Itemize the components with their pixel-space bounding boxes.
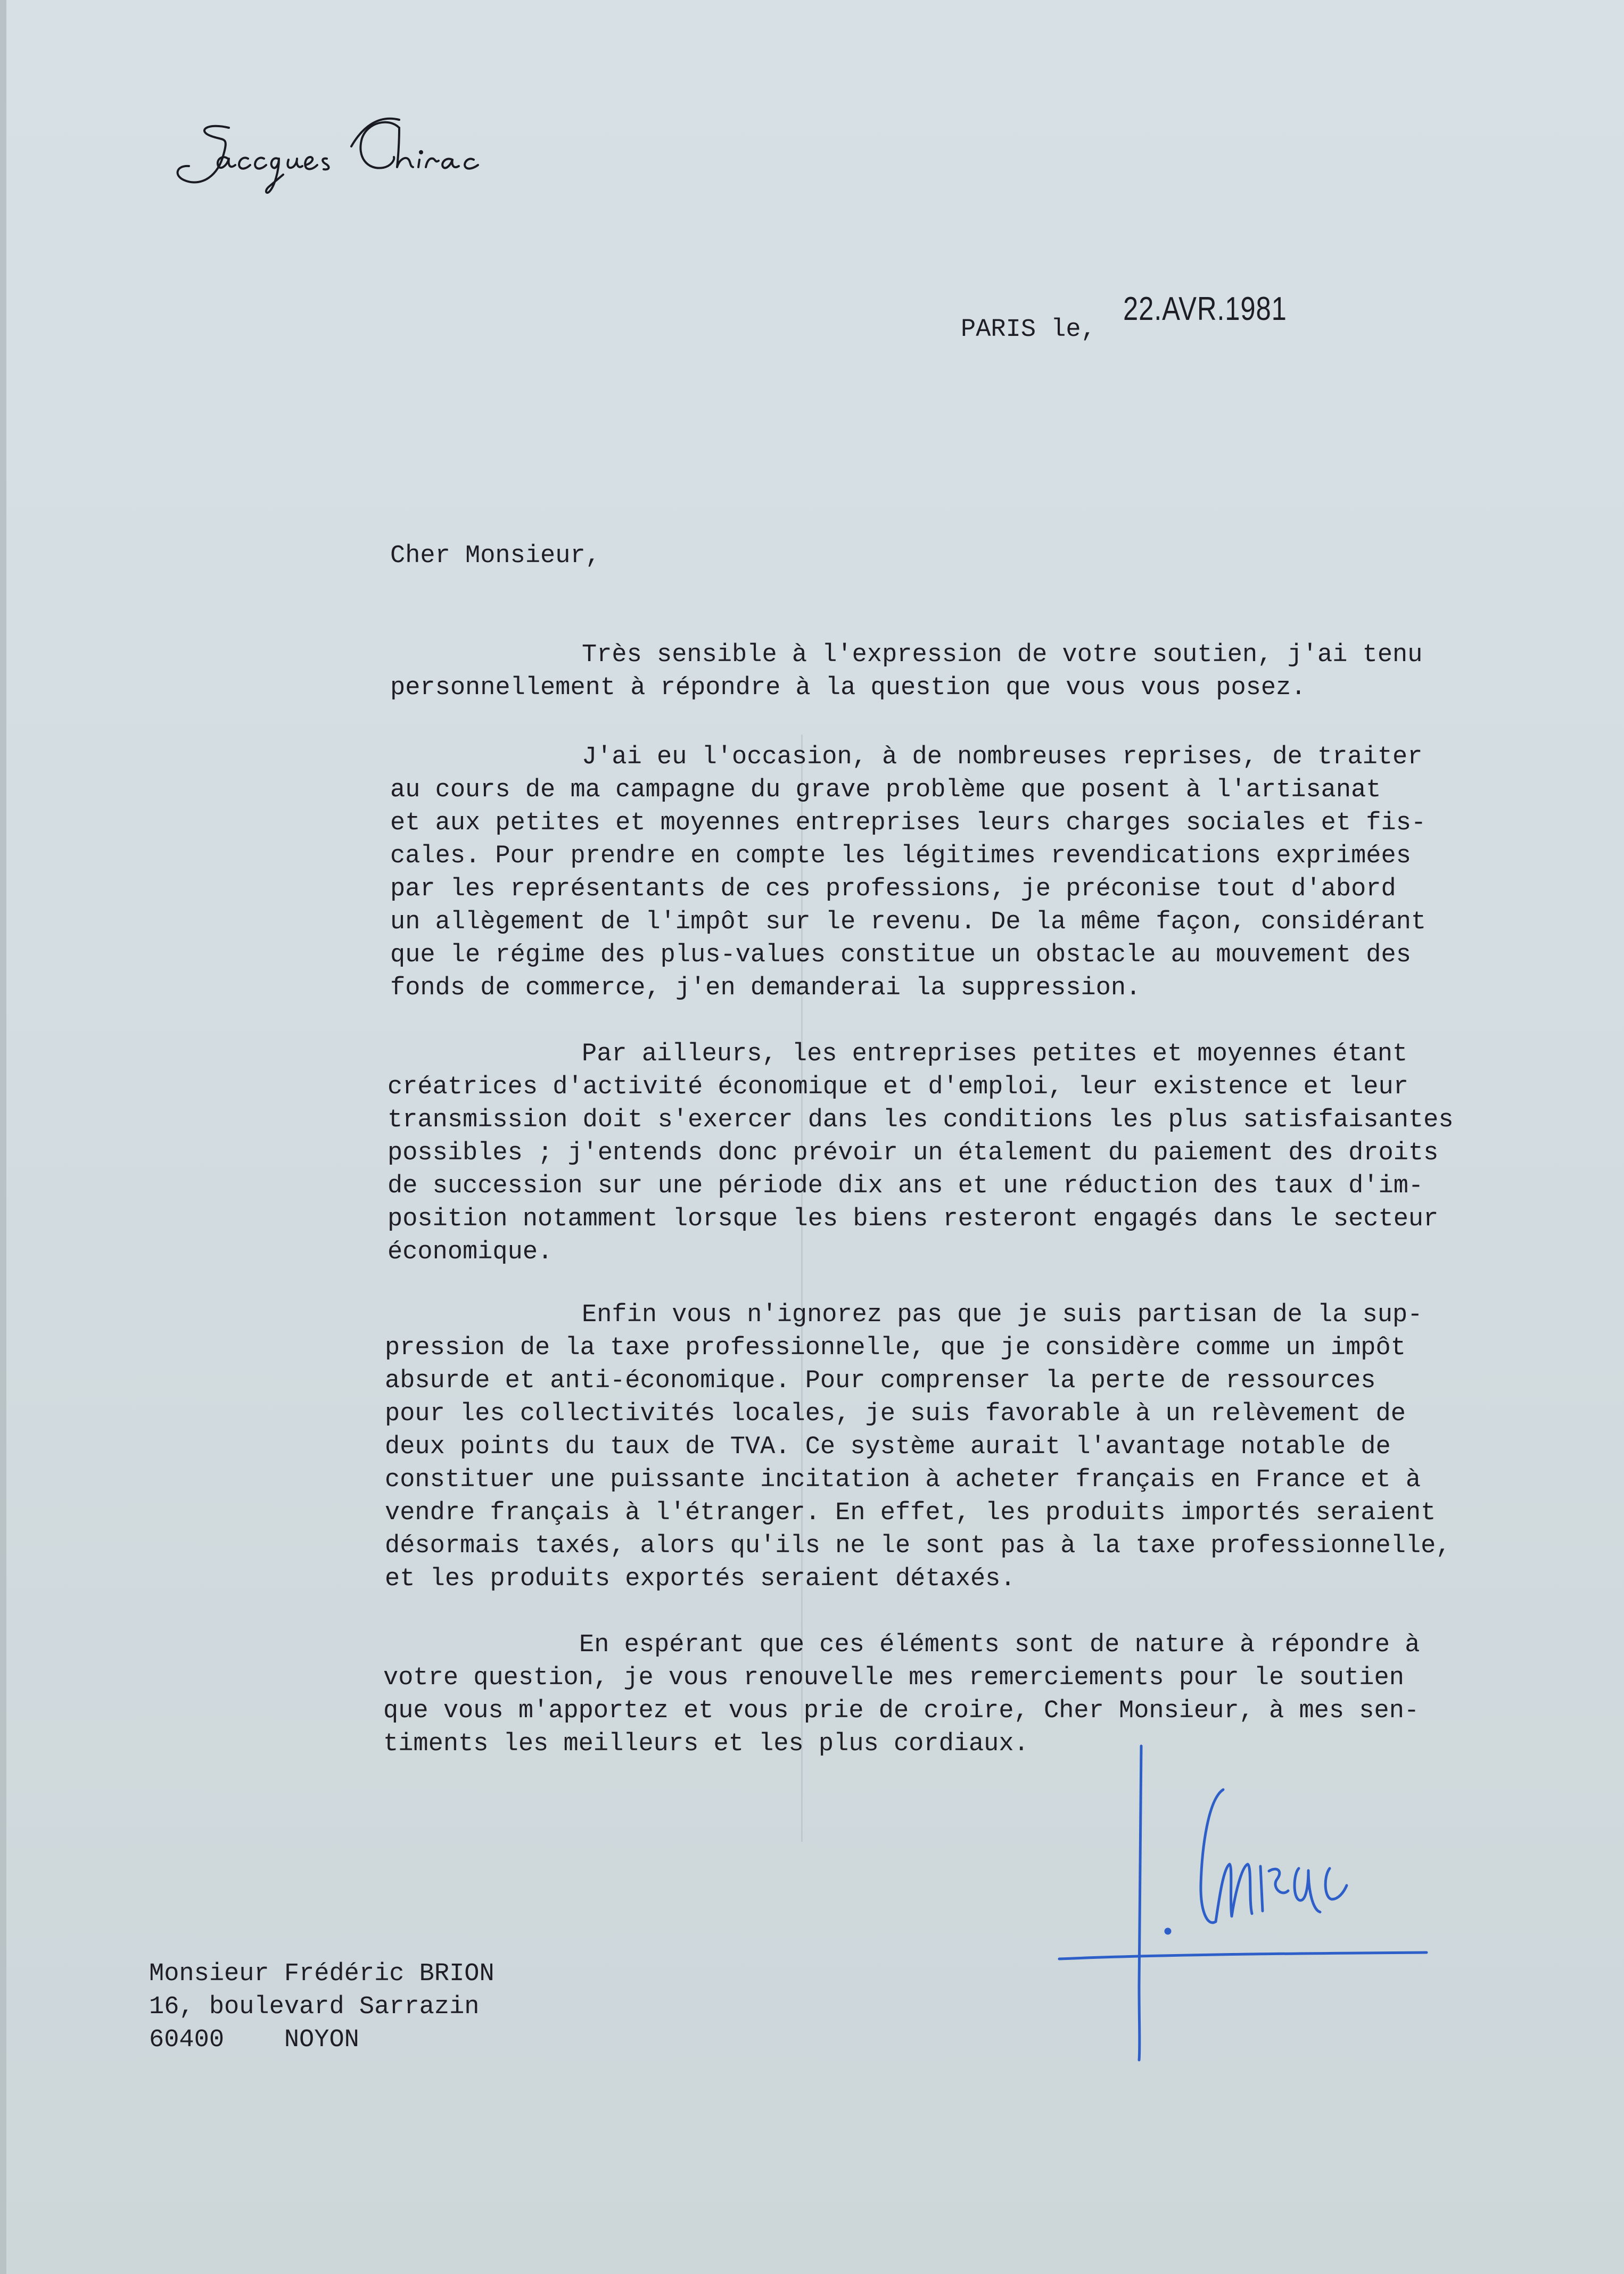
body-line: fonds de commerce, j'en demanderai la suppression.: [390, 974, 1141, 1002]
body-line: que vous m'apportez et vous prie de croire, Cher Monsieur, à mes sen-: [383, 1697, 1420, 1725]
body-line: que le régime des plus-values constitue un obstacle au mouvement des: [390, 941, 1411, 969]
signature: [1054, 1741, 1437, 2065]
recipient-street: 16, boulevard Sarrazin: [149, 1993, 480, 2021]
letterhead-text: Jacques Chirac: [165, 106, 170, 107]
body-line: au cours de ma campagne du grave problème que posent à l'artisanat: [390, 776, 1381, 804]
body-line: par les représentants de ces professions, je préconise tout d'abord: [390, 875, 1396, 903]
salutation: Cher Monsieur,: [390, 542, 600, 570]
body-line: J'ai eu l'occasion, à de nombreuses reprises, de traiter: [582, 743, 1423, 771]
body-line: En espérant que ces éléments sont de nature à répondre à: [579, 1631, 1420, 1659]
date-prefix: PARIS le,: [961, 316, 1096, 344]
body-line: de succession sur une période dix ans et une réduction des taux d'im-: [388, 1172, 1424, 1200]
body-line: Très sensible à l'expression de votre soutien, j'ai tenu: [582, 641, 1423, 669]
recipient-address: [149, 1958, 494, 2057]
letterhead-script: [165, 106, 538, 197]
body-line: possibles ; j'entends donc prévoir un étalement du paiement des droits: [388, 1139, 1439, 1167]
body-line: absurde et anti-économique. Pour comprenser la perte de ressources: [385, 1367, 1376, 1395]
body-line: vendre français à l'étranger. En effet, les produits importés seraient: [385, 1499, 1436, 1527]
body-line: et les produits exportés seraient détaxés.: [385, 1565, 1016, 1593]
body-line: économique.: [388, 1238, 553, 1266]
recipient-city: 60400 NOYON: [149, 2026, 359, 2054]
body-line: personnellement à répondre à la question que vous vous posez.: [390, 674, 1306, 702]
body-line: deux points du taux de TVA. Ce système aurait l'avantage notable de: [385, 1433, 1391, 1461]
paper-edge: [0, 0, 6, 2274]
body-line: constituer une puissante incitation à acheter français en France et à: [385, 1466, 1421, 1494]
body-line: votre question, je vous renouvelle mes remerciements pour le soutien: [383, 1664, 1404, 1692]
body-line: pression de la taxe professionnelle, que je considère comme un impôt: [385, 1334, 1406, 1362]
body-line: Enfin vous n'ignorez pas que je suis partisan de la sup-: [582, 1301, 1423, 1329]
body-line: position notamment lorsque les biens resteront engagés dans le secteur: [388, 1205, 1439, 1233]
letterhead-logo: [165, 106, 538, 197]
body-line: pour les collectivités locales, je suis favorable à un relèvement de: [385, 1400, 1406, 1428]
body-line: transmission doit s'exercer dans les conditions les plus satisfaisantes: [388, 1106, 1454, 1134]
date-stamp: 22.AVR.1981: [1123, 291, 1287, 327]
body-line: créatrices d'activité économique et d'emploi, leur existence et leur: [388, 1073, 1408, 1101]
body-line: et aux petites et moyennes entreprises leurs charges sociales et fis-: [390, 809, 1427, 837]
body-line: cales. Pour prendre en compte les légitimes revendications exprimées: [390, 842, 1411, 870]
body-line: timents les meilleurs et les plus cordiaux.: [383, 1730, 1029, 1758]
body-line: un allègement de l'impôt sur le revenu. De la même façon, considérant: [390, 908, 1427, 936]
recipient-name: Monsieur Frédéric BRION: [149, 1960, 494, 1988]
body-line: Par ailleurs, les entreprises petites et moyennes étant: [582, 1040, 1408, 1068]
signature-graphic: [1054, 1741, 1437, 2065]
body-line: désormais taxés, alors qu'ils ne le sont pas à la taxe professionnelle,: [385, 1532, 1451, 1560]
date-line: [961, 290, 1387, 349]
